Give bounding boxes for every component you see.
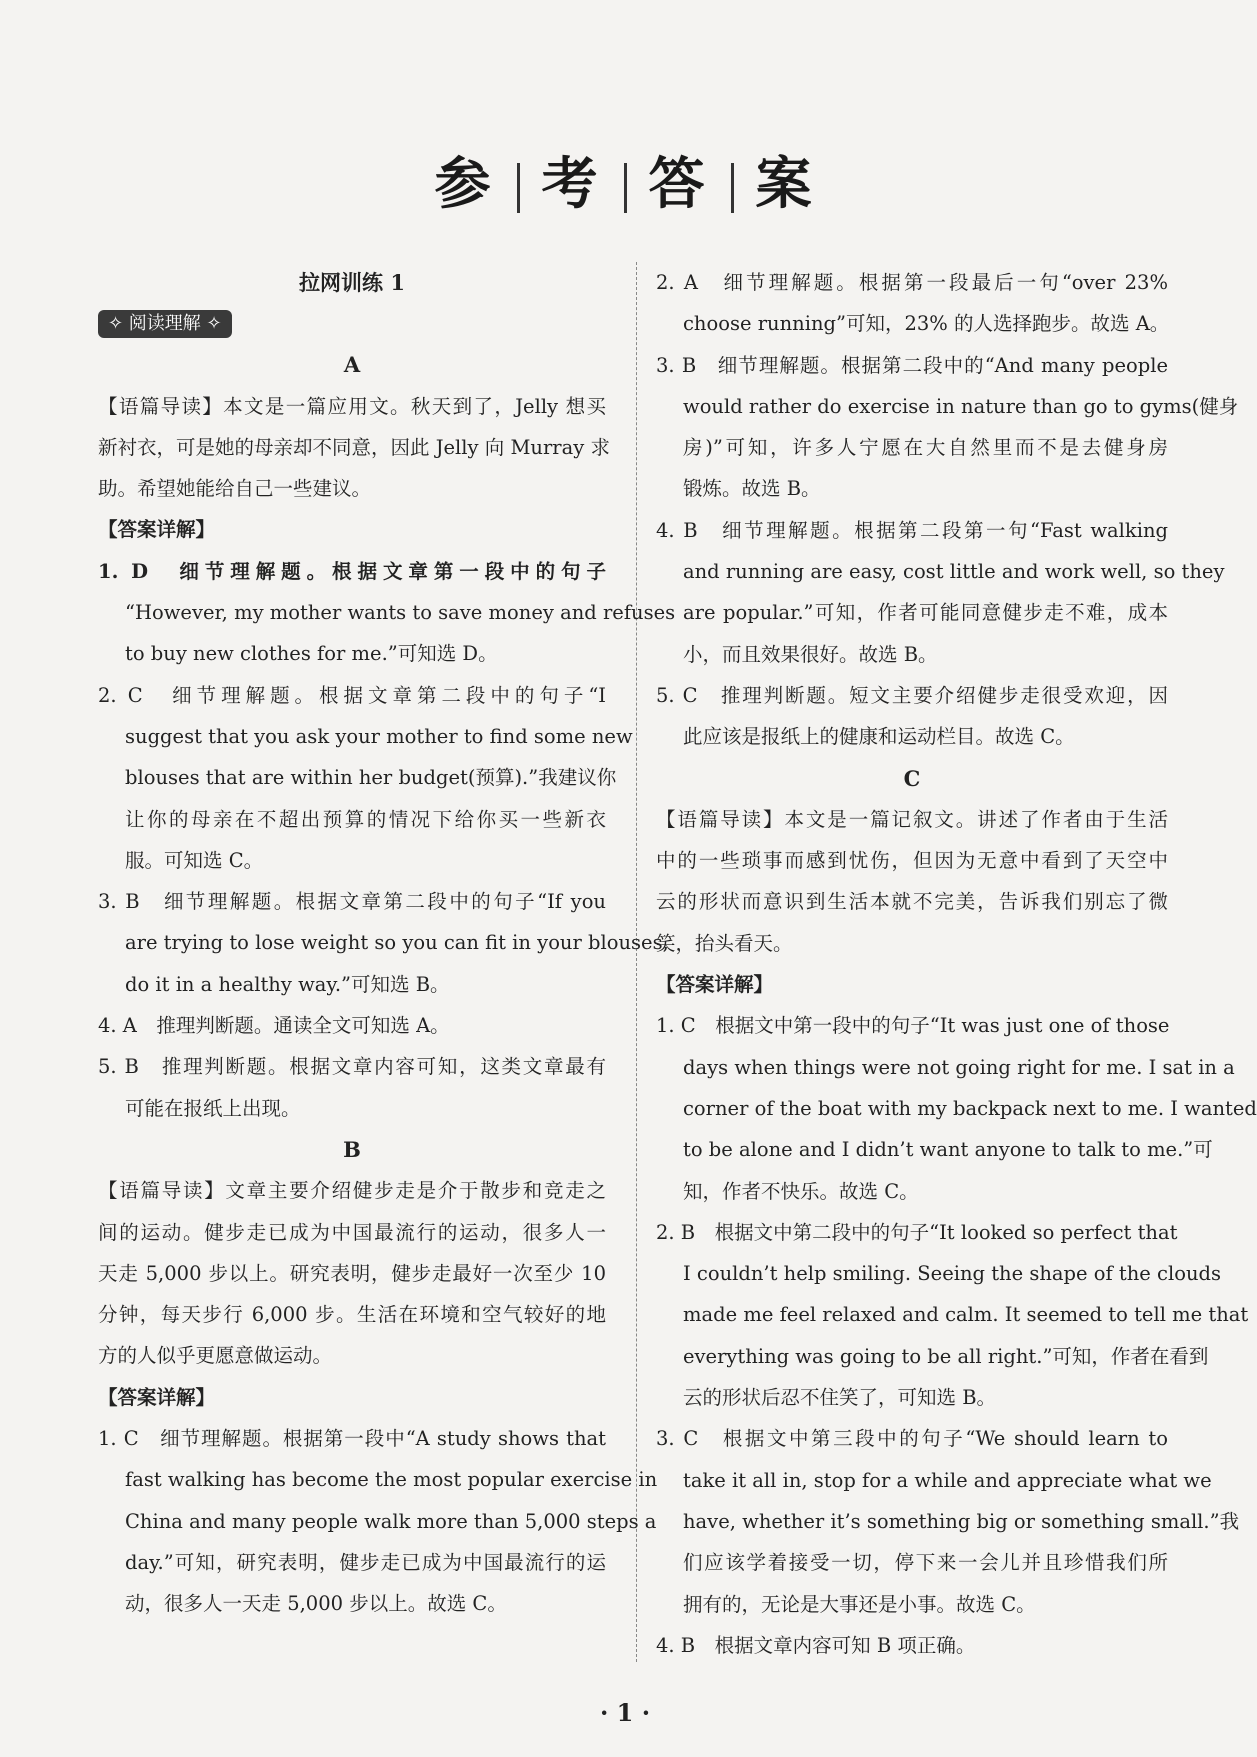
- answer-line: to be alone and I didn’t want anyone to talk to me.”可: [683, 1138, 1213, 1162]
- column-divider: [636, 262, 637, 1662]
- answer-line: everything was going to be all right.”可知，作者在看到: [683, 1344, 1209, 1368]
- answer-line: fast walking has become the most popular exercise in: [125, 1468, 658, 1492]
- answer-line: 4. B 根据文章内容可知 B 项正确。: [656, 1633, 976, 1657]
- intro-line: 【语篇导读】本文是一篇记叙文。讲述了作者由于生活: [656, 807, 1168, 831]
- answer-line: 1. C 细节理解题。根据第一段中“A study shows that: [98, 1427, 606, 1451]
- title-char-4: 案: [755, 152, 816, 217]
- tag-row: [98, 303, 606, 344]
- answer-line: suggest that you ask your mother to find some new: [125, 724, 633, 748]
- answer-line: do it in a healthy way.”可知选 B。: [125, 972, 450, 996]
- intro-line: 【语篇导读】本文是一篇应用文。秋天到了，Jelly 想买: [98, 394, 606, 418]
- intro-line: 分钟，每天步行 6,000 步。生活在环境和空气较好的地: [98, 1303, 606, 1327]
- answer-line: 3. C 根据文中第三段中的句子“We should learn to: [656, 1427, 1168, 1451]
- answer-line: 锻炼。故选 B。: [683, 477, 821, 501]
- section-tag: ✧ 阅读理解 ✧: [98, 310, 232, 338]
- answer-line: 此应该是报纸上的健康和运动栏目。故选 C。: [683, 725, 1075, 749]
- answer-line: 5. B 推理判断题。根据文章内容可知，这类文章最有: [98, 1055, 606, 1079]
- page-title: [0, 140, 1250, 220]
- answer-line: 可能在报纸上出现。: [125, 1096, 301, 1120]
- intro-line: 云的形状而意识到生活本就不完美，告诉我们别忘了微: [656, 890, 1168, 914]
- title-separator: [517, 163, 520, 213]
- answer-line: are trying to lose weight so you can fit in your blouses,: [125, 931, 669, 955]
- title-char-1: 参: [434, 152, 495, 217]
- answer-line: corner of the boat with my backpack next to me. I wanted: [683, 1096, 1257, 1120]
- title-separator: [731, 163, 734, 213]
- answer-line: choose running”可知，23% 的人选择跑步。故选 A。: [683, 312, 1170, 336]
- answer-line: 1. C 根据文中第一段中的句子“It was just one of those: [656, 1014, 1170, 1038]
- answer-line: take it all in, stop for a while and appreciate what we: [683, 1468, 1212, 1492]
- answer-line: 让你的母亲在不超出预算的情况下给你买一些新衣: [125, 807, 606, 831]
- answer-line: 服。可知选 C。: [125, 848, 264, 872]
- intro-line: 方的人似乎更愿意做运动。: [98, 1344, 333, 1368]
- right-column: [656, 262, 1257, 1666]
- intro-line: 新衬衣，可是她的母亲却不同意，因此 Jelly 向 Murray 求: [98, 435, 610, 459]
- answer-line: 4. A 推理判断题。通读全文可知选 A。: [98, 1014, 450, 1038]
- answer-line: to buy new clothes for me.”可知选 D。: [125, 642, 498, 666]
- intro-line: 助。希望她能给自己一些建议。: [98, 477, 372, 501]
- answer-line: and running are easy, cost little and work well, so they: [683, 560, 1225, 584]
- left-column: [98, 262, 676, 1625]
- answer-line: day.”可知，研究表明，健步走已成为中国最流行的运: [125, 1550, 606, 1574]
- answer-line: have, whether it’s something big or something small.”我: [683, 1509, 1240, 1533]
- answer-line: days when things were not going right for me. I sat in a: [683, 1055, 1235, 1079]
- answer-line: I couldn’t help smiling. Seeing the shape of the clouds: [683, 1262, 1221, 1286]
- answer-line: are popular.”可知，作者可能同意健步走不难，成本: [683, 601, 1168, 625]
- answer-line: 3. B 细节理解题。根据文章第二段中的句子“If you: [98, 890, 606, 914]
- answer-line: 动，很多人一天走 5,000 步以上。故选 C。: [125, 1592, 507, 1616]
- title-char-2: 考: [541, 152, 602, 217]
- answer-line: 小，而且效果很好。故选 B。: [683, 642, 938, 666]
- title-char-3: 答: [648, 152, 709, 217]
- passage-label-b: B: [343, 1136, 361, 1162]
- answer-line: 2. C 细节理解题。根据文章第二段中的句子“I: [98, 683, 606, 707]
- answer-line: 3. B 细节理解题。根据第二段中的“And many people: [656, 353, 1168, 377]
- answer-line: 4. B 细节理解题。根据第二段第一句“Fast walking: [656, 518, 1168, 542]
- detail-label: 【答案详解】: [656, 973, 774, 997]
- passage-label-c: C: [903, 765, 921, 791]
- answer-line: would rather do exercise in nature than go to gyms(健身: [683, 394, 1239, 418]
- title-separator: [624, 163, 627, 213]
- answer-line: made me feel relaxed and calm. It seemed to tell me that: [683, 1303, 1249, 1327]
- page-number: · 1 ·: [599, 1698, 651, 1727]
- answer-line: 知，作者不快乐。故选 C。: [683, 1179, 919, 1203]
- answer-line: 们应该学着接受一切，停下来一会儿并且珍惜我们所: [683, 1551, 1168, 1575]
- answer-line: blouses that are within her budget(预算).”我建议你: [125, 766, 617, 790]
- answer-line: 2. A 细节理解题。根据第一段最后一句“over 23%: [656, 271, 1168, 294]
- intro-line: 间的运动。健步走已成为中国最流行的运动，很多人一: [98, 1220, 606, 1244]
- passage-label-a: A: [343, 352, 361, 378]
- intro-line: 【语篇导读】文章主要介绍健步走是介于散步和竞走之: [98, 1179, 606, 1203]
- answer-line: 5. C 推理判断题。短文主要介绍健步走很受欢迎，因: [656, 683, 1168, 707]
- answer-line: 房)”可知，许多人宁愿在大自然里而不是去健身房: [683, 436, 1168, 460]
- answer-line: “However, my mother wants to save money and refuses: [125, 601, 676, 625]
- detail-label: 【答案详解】: [98, 1385, 216, 1409]
- intro-line: 天走 5,000 步以上。研究表明，健步走最好一次至少 10: [98, 1261, 606, 1285]
- answer-line: 2. B 根据文中第二段中的句子“It looked so perfect that: [656, 1220, 1178, 1244]
- section-heading: 拉网训练 1: [299, 270, 405, 295]
- intro-line: 中的一些琐事而感到忧伤，但因为无意中看到了天空中: [656, 849, 1168, 873]
- intro-line: 笑，抬头看天。: [656, 931, 793, 955]
- detail-label: 【答案详解】: [98, 518, 216, 542]
- answer-line: 1. D 细节理解题。根据文章第一段中的句子: [98, 559, 606, 583]
- answer-line: 拥有的，无论是大事还是小事。故选 C。: [683, 1592, 1036, 1616]
- answer-line: China and many people walk more than 5,000 steps a: [125, 1509, 657, 1533]
- answer-line: 云的形状后忍不住笑了，可知选 B。: [683, 1386, 997, 1410]
